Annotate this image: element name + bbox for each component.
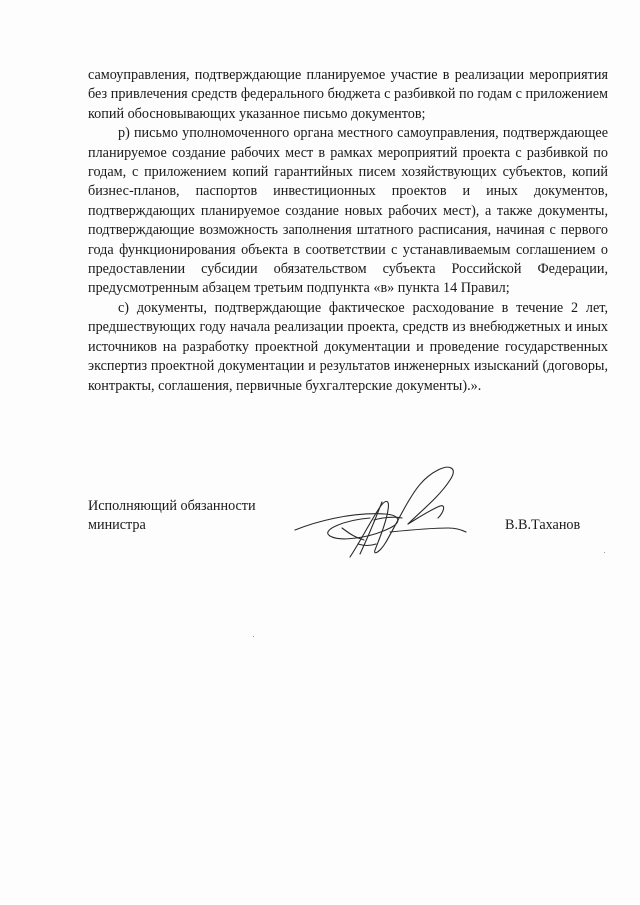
signer-title <box>88 497 256 536</box>
signer-title-line-2: министра <box>88 517 146 534</box>
document-body <box>88 66 608 396</box>
signer-title-line-1: Исполняющий обязанности <box>88 498 256 514</box>
paragraph-continuation: самоуправления, подтверждающие планируемое участие в реализации мероприятия без привлечения средств федерального бюджета с разбивкой по годам с приложением копий обосновывающих указанное письмо документов; <box>88 67 608 122</box>
signer-name: В.В.Таханов <box>505 517 581 533</box>
paragraph-item-s: с) документы, подтверждающие фактическое расходование в течение 2 лет, предшествующих году начала реализации проекта, средств из внебюджетных и иных источников на разработку проектной документации и проведение государственных экспертиз проектной документации и результатов инженерных изысканий (договоры, контракты, соглашения, первичные бухгалтерские документы).». <box>88 299 608 394</box>
scan-speck <box>604 552 605 553</box>
handwritten-signature <box>290 462 470 572</box>
scan-speck <box>253 636 254 637</box>
paragraph-item-r: р) письмо уполномоченного органа местного самоуправления, подтверждающее планируемое создание рабочих мест в рамках мероприятий проекта с разбивкой по годам, с приложением копий гарантийных писем хозяйствующих субъектов, копий бизнес-планов, паспортов инвестиционных проектов и иных документов, подтверждающих планируемое создание новых рабочих мест), а также документы, подтверждающие возможность заполнения штатного расписания, начиная с первого года функционирования объекта в соответствии с устанавливаемым соглашением о предоставлении субсидии обязательством субъекта Российской Федерации, предусмотренным абзацем третьим подпункта «в» пункта 14 Правил; <box>88 125 608 297</box>
